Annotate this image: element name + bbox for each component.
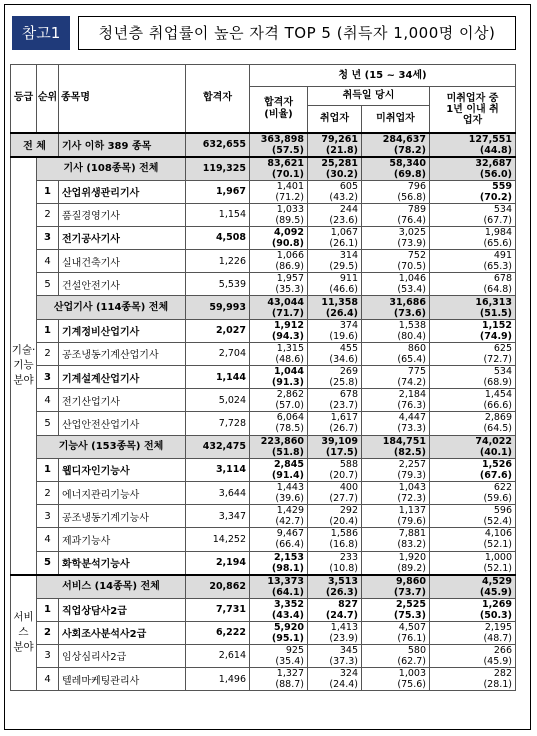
row-rank: 3 xyxy=(37,644,59,667)
table-row xyxy=(11,250,516,273)
row-youth: 925 (35.4) xyxy=(250,644,308,667)
group-unemployed: 58,340 (69.8) xyxy=(362,157,430,181)
row-name: 전기공사기사 xyxy=(59,226,186,249)
group-name: 기사 (108종목) 전체 xyxy=(37,157,186,181)
table-row xyxy=(11,366,516,389)
col-grade: 등급 xyxy=(11,65,37,133)
row-passers: 1,496 xyxy=(186,668,250,691)
row-employed: 314 (29.5) xyxy=(308,250,362,273)
row-within1y: 1,152 (74.9) xyxy=(430,319,516,342)
row-youth: 9,467 (66.4) xyxy=(250,528,308,551)
row-rank: 2 xyxy=(37,342,59,365)
row-unemployed: 3,025 (73.9) xyxy=(362,226,430,249)
table-row xyxy=(11,621,516,644)
row-name: 제과기능사 xyxy=(59,528,186,551)
group-within1y: 32,687 (56.0) xyxy=(430,157,516,181)
group-unemployed: 31,686 (73.6) xyxy=(362,296,430,319)
row-unemployed: 4,447 (73.3) xyxy=(362,412,430,435)
group-youth: 223,860 (51.8) xyxy=(250,435,308,458)
row-unemployed: 2,525 (75.3) xyxy=(362,598,430,621)
row-rank: 1 xyxy=(37,458,59,481)
row-youth: 1,443 (39.6) xyxy=(250,481,308,504)
row-within1y: 1,526 (67.6) xyxy=(430,458,516,481)
group-passers: 432,475 xyxy=(186,435,250,458)
row-youth: 2,845 (91.4) xyxy=(250,458,308,481)
row-within1y: 534 (68.9) xyxy=(430,366,516,389)
row-name: 직업상담사2급 xyxy=(59,598,186,621)
row-name: 에너지관리기능사 xyxy=(59,481,186,504)
row-name: 텔레마케팅관리사 xyxy=(59,668,186,691)
col-employed-within1y: 미취업자 중 1년 이내 취 업자 xyxy=(430,87,516,133)
row-rank: 4 xyxy=(37,668,59,691)
total-youth: 363,898 (57.5) xyxy=(250,133,308,157)
group-passers: 20,862 xyxy=(186,575,250,599)
group-within1y: 16,313 (51.5) xyxy=(430,296,516,319)
row-passers: 5,024 xyxy=(186,389,250,412)
group-row xyxy=(11,435,516,458)
row-youth: 1,957 (35.3) xyxy=(250,273,308,296)
total-row xyxy=(11,133,516,157)
row-name: 화학분석기능사 xyxy=(59,551,186,575)
row-unemployed: 580 (62.7) xyxy=(362,644,430,667)
row-youth: 1,327 (88.7) xyxy=(250,668,308,691)
row-name: 기계정비산업기사 xyxy=(59,319,186,342)
table-row xyxy=(11,551,516,575)
row-unemployed: 1,046 (53.4) xyxy=(362,273,430,296)
row-employed: 1,067 (26.1) xyxy=(308,226,362,249)
row-unemployed: 1,043 (72.3) xyxy=(362,481,430,504)
row-name: 실내건축기사 xyxy=(59,250,186,273)
row-employed: 678 (23.7) xyxy=(308,389,362,412)
row-within1y: 1,984 (65.6) xyxy=(430,226,516,249)
group-employed: 3,513 (26.3) xyxy=(308,575,362,599)
row-employed: 1,413 (23.9) xyxy=(308,621,362,644)
row-passers: 2,027 xyxy=(186,319,250,342)
col-name: 종목명 xyxy=(59,65,186,133)
row-rank: 2 xyxy=(37,481,59,504)
group-name: 산업기사 (114종목) 전체 xyxy=(37,296,186,319)
row-name: 산업안전산업기사 xyxy=(59,412,186,435)
group-passers: 59,993 xyxy=(186,296,250,319)
group-unemployed: 184,751 (82.5) xyxy=(362,435,430,458)
row-within1y: 282 (28.1) xyxy=(430,668,516,691)
category-label: 서비 스 분야 xyxy=(11,575,37,691)
group-within1y: 4,529 (45.9) xyxy=(430,575,516,599)
row-rank: 3 xyxy=(37,505,59,528)
row-employed: 269 (25.8) xyxy=(308,366,362,389)
row-youth: 6,064 (78.5) xyxy=(250,412,308,435)
row-name: 건설안전기사 xyxy=(59,273,186,296)
row-unemployed: 789 (76.4) xyxy=(362,203,430,226)
row-unemployed: 2,257 (79.3) xyxy=(362,458,430,481)
row-name: 공조냉동기계기능사 xyxy=(59,505,186,528)
col-passers: 합격자 xyxy=(186,65,250,133)
row-youth: 1,912 (94.3) xyxy=(250,319,308,342)
row-unemployed: 1,920 (89.2) xyxy=(362,551,430,575)
row-youth: 2,153 (98.1) xyxy=(250,551,308,575)
row-within1y: 1,454 (66.6) xyxy=(430,389,516,412)
row-employed: 1,586 (16.8) xyxy=(308,528,362,551)
row-unemployed: 860 (65.4) xyxy=(362,342,430,365)
table-row xyxy=(11,458,516,481)
row-within1y: 678 (64.8) xyxy=(430,273,516,296)
row-within1y: 1,000 (52.1) xyxy=(430,551,516,575)
row-employed: 324 (24.4) xyxy=(308,668,362,691)
row-unemployed: 1,137 (79.6) xyxy=(362,505,430,528)
row-passers: 2,614 xyxy=(186,644,250,667)
row-employed: 233 (10.8) xyxy=(308,551,362,575)
row-passers: 1,226 xyxy=(186,250,250,273)
col-unemployed: 미취업자 xyxy=(362,106,430,133)
row-employed: 292 (20.4) xyxy=(308,505,362,528)
row-employed: 911 (46.6) xyxy=(308,273,362,296)
row-rank: 2 xyxy=(37,621,59,644)
group-youth: 43,044 (71.7) xyxy=(250,296,308,319)
group-row xyxy=(11,575,516,599)
row-rank: 4 xyxy=(37,389,59,412)
table-row xyxy=(11,644,516,667)
row-employed: 400 (27.7) xyxy=(308,481,362,504)
row-youth: 4,092 (90.8) xyxy=(250,226,308,249)
row-passers: 7,731 xyxy=(186,598,250,621)
row-employed: 1,617 (26.7) xyxy=(308,412,362,435)
row-name: 기계설계산업기사 xyxy=(59,366,186,389)
row-rank: 3 xyxy=(37,226,59,249)
group-employed: 39,109 (17.5) xyxy=(308,435,362,458)
row-unemployed: 796 (56.8) xyxy=(362,180,430,203)
row-employed: 345 (37.3) xyxy=(308,644,362,667)
row-rank: 5 xyxy=(37,412,59,435)
row-youth: 1,066 (86.9) xyxy=(250,250,308,273)
row-name: 산업위생관리기사 xyxy=(59,180,186,203)
group-row xyxy=(11,296,516,319)
row-passers: 1,154 xyxy=(186,203,250,226)
row-youth: 5,920 (95.1) xyxy=(250,621,308,644)
total-unemployed: 284,637 (78.2) xyxy=(362,133,430,157)
title-row xyxy=(12,12,517,52)
category-label: 기술· 기능 분야 xyxy=(11,157,37,575)
row-name: 임상심리사2급 xyxy=(59,644,186,667)
table-row xyxy=(11,342,516,365)
row-within1y: 625 (72.7) xyxy=(430,342,516,365)
row-rank: 1 xyxy=(37,319,59,342)
row-youth: 1,429 (42.7) xyxy=(250,505,308,528)
row-employed: 827 (24.7) xyxy=(308,598,362,621)
row-passers: 7,728 xyxy=(186,412,250,435)
row-passers: 3,347 xyxy=(186,505,250,528)
row-within1y: 4,106 (52.1) xyxy=(430,528,516,551)
row-name: 사회조사분석사2급 xyxy=(59,621,186,644)
row-rank: 5 xyxy=(37,273,59,296)
row-unemployed: 1,538 (80.4) xyxy=(362,319,430,342)
row-rank: 3 xyxy=(37,366,59,389)
table-row xyxy=(11,226,516,249)
reference-tag: 참고1 xyxy=(12,16,70,50)
row-unemployed: 4,507 (76.1) xyxy=(362,621,430,644)
row-passers: 2,704 xyxy=(186,342,250,365)
row-rank: 4 xyxy=(37,250,59,273)
row-name: 공조냉동기계산업기사 xyxy=(59,342,186,365)
total-within1y: 127,551 (44.8) xyxy=(430,133,516,157)
row-passers: 3,644 xyxy=(186,481,250,504)
table-row xyxy=(11,203,516,226)
row-employed: 455 (34.6) xyxy=(308,342,362,365)
group-unemployed: 9,860 (73.7) xyxy=(362,575,430,599)
row-passers: 2,194 xyxy=(186,551,250,575)
row-within1y: 1,269 (50.3) xyxy=(430,598,516,621)
group-employed: 11,358 (26.4) xyxy=(308,296,362,319)
row-employed: 374 (19.6) xyxy=(308,319,362,342)
group-youth: 13,373 (64.1) xyxy=(250,575,308,599)
row-youth: 1,315 (48.6) xyxy=(250,342,308,365)
row-unemployed: 775 (74.2) xyxy=(362,366,430,389)
table-row xyxy=(11,668,516,691)
row-employed: 244 (23.6) xyxy=(308,203,362,226)
table-row xyxy=(11,389,516,412)
row-youth: 1,044 (91.3) xyxy=(250,366,308,389)
col-employed: 취업자 xyxy=(308,106,362,133)
col-acq-time: 취득일 당시 xyxy=(308,87,430,106)
row-rank: 4 xyxy=(37,528,59,551)
row-youth: 3,352 (43.4) xyxy=(250,598,308,621)
group-passers: 119,325 xyxy=(186,157,250,181)
row-unemployed: 752 (70.5) xyxy=(362,250,430,273)
table-row xyxy=(11,180,516,203)
row-rank: 5 xyxy=(37,551,59,575)
row-within1y: 2,869 (64.5) xyxy=(430,412,516,435)
row-name: 전기산업기사 xyxy=(59,389,186,412)
group-name: 기능사 (153종목) 전체 xyxy=(37,435,186,458)
total-employed: 79,261 (21.8) xyxy=(308,133,362,157)
row-rank: 1 xyxy=(37,598,59,621)
col-youth-group: 청 년 (15 ~ 34세) xyxy=(250,65,516,87)
row-unemployed: 7,881 (83.2) xyxy=(362,528,430,551)
row-youth: 1,033 (89.5) xyxy=(250,203,308,226)
total-name: 기사 이하 389 종목 xyxy=(59,133,186,157)
qualification-table xyxy=(10,64,516,691)
group-name: 서비스 (14종목) 전체 xyxy=(37,575,186,599)
table-row xyxy=(11,505,516,528)
row-unemployed: 2,184 (76.3) xyxy=(362,389,430,412)
row-within1y: 559 (70.2) xyxy=(430,180,516,203)
table-row xyxy=(11,598,516,621)
row-youth: 2,862 (57.0) xyxy=(250,389,308,412)
row-within1y: 534 (67.7) xyxy=(430,203,516,226)
row-within1y: 491 (65.3) xyxy=(430,250,516,273)
table-row xyxy=(11,319,516,342)
row-within1y: 2,195 (48.7) xyxy=(430,621,516,644)
group-youth: 83,621 (70.1) xyxy=(250,157,308,181)
row-rank: 1 xyxy=(37,180,59,203)
row-within1y: 622 (59.6) xyxy=(430,481,516,504)
table-row xyxy=(11,528,516,551)
row-passers: 3,114 xyxy=(186,458,250,481)
group-within1y: 74,022 (40.1) xyxy=(430,435,516,458)
row-name: 웹디자인기능사 xyxy=(59,458,186,481)
row-rank: 2 xyxy=(37,203,59,226)
row-passers: 1,144 xyxy=(186,366,250,389)
total-grade: 전 체 xyxy=(11,133,59,157)
row-employed: 605 (43.2) xyxy=(308,180,362,203)
row-passers: 5,539 xyxy=(186,273,250,296)
row-passers: 1,967 xyxy=(186,180,250,203)
document-title: 청년층 취업률이 높은 자격 TOP 5 (취득자 1,000명 이상) xyxy=(78,16,516,50)
row-within1y: 266 (45.9) xyxy=(430,644,516,667)
row-passers: 14,252 xyxy=(186,528,250,551)
group-employed: 25,281 (30.2) xyxy=(308,157,362,181)
table-row xyxy=(11,481,516,504)
col-rank: 순위 xyxy=(37,65,59,133)
row-unemployed: 1,003 (75.6) xyxy=(362,668,430,691)
table-row xyxy=(11,412,516,435)
row-passers: 6,222 xyxy=(186,621,250,644)
col-youth-passers: 합격자 (비율) xyxy=(250,87,308,133)
total-passers: 632,655 xyxy=(186,133,250,157)
row-employed: 588 (20.7) xyxy=(308,458,362,481)
row-youth: 1,401 (71.2) xyxy=(250,180,308,203)
row-name: 품질경영기사 xyxy=(59,203,186,226)
row-passers: 4,508 xyxy=(186,226,250,249)
group-row xyxy=(11,157,516,181)
table-row xyxy=(11,273,516,296)
row-within1y: 596 (52.4) xyxy=(430,505,516,528)
